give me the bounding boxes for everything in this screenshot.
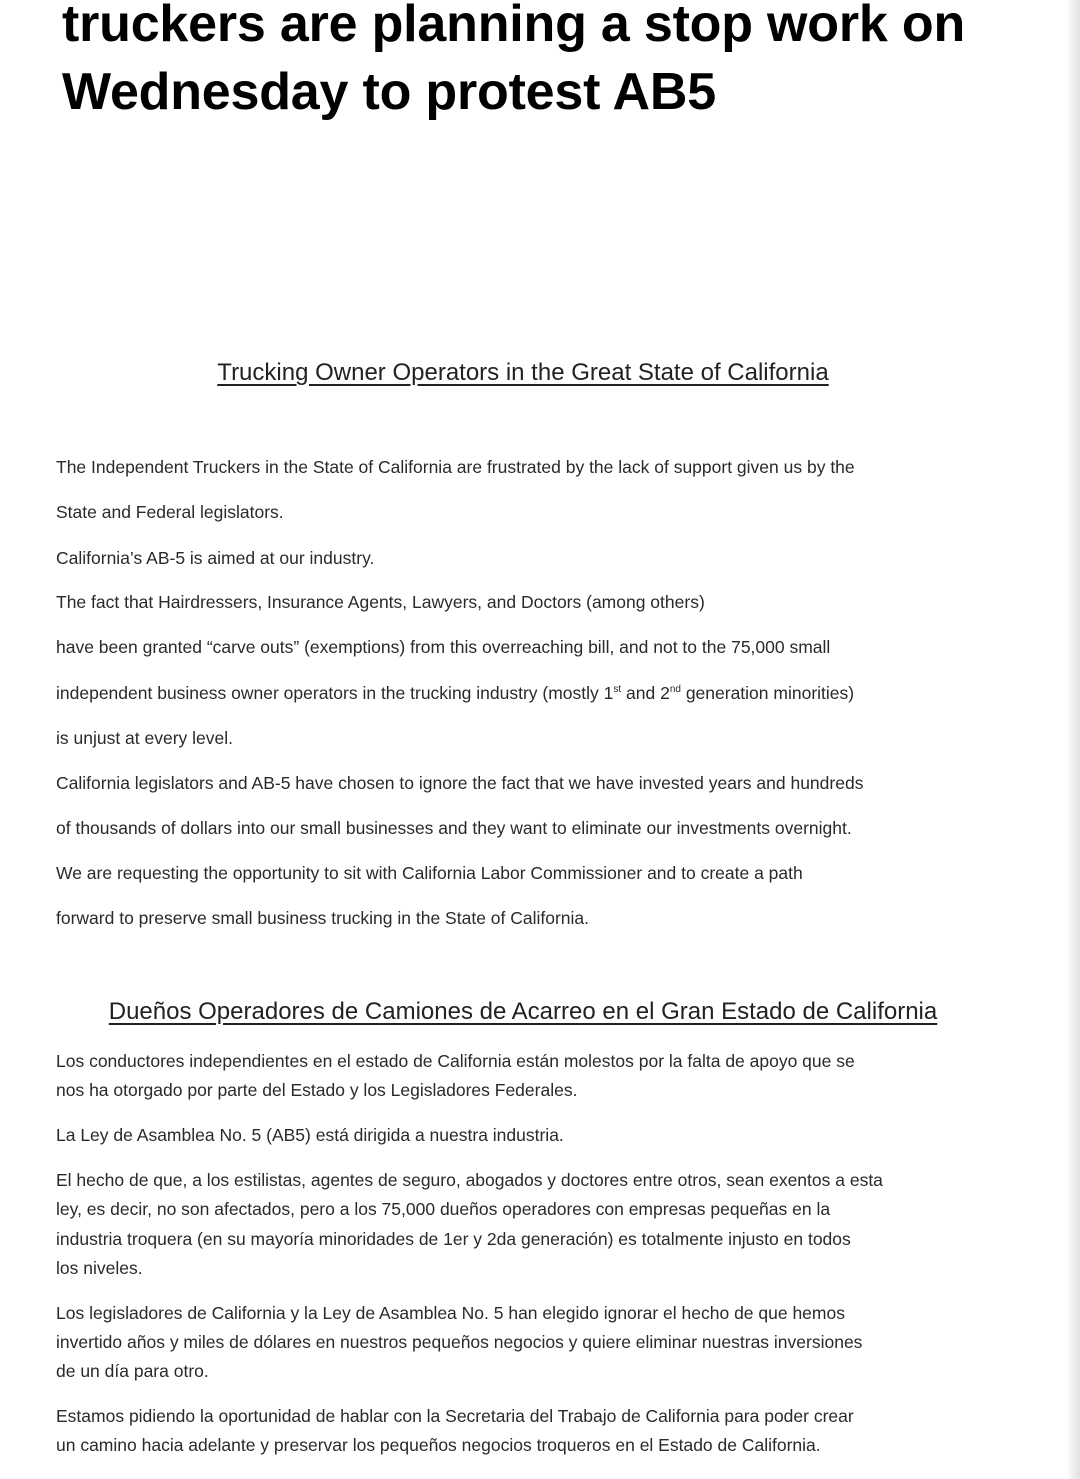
english-line: of thousands of dollars into our small businesses and they want to eliminate our investments overnight. [56, 818, 852, 838]
spanish-line: industria troquera (en su mayoría minoridades de 1er y 2da generación) es totalmente injusto en todos [56, 1229, 851, 1249]
document-heading-english: Trucking Owner Operators in the Great State of California [217, 359, 829, 386]
spanish-line: El hecho de que, a los estilistas, agentes de seguro, abogados y doctores entre otros, sean exentos a esta [56, 1170, 883, 1190]
spanish-line: ley, es decir, no son afectados, pero a los 75,000 dueños operadores con empresas pequeñas en la [56, 1199, 831, 1219]
spanish-line: Los legisladores de California y la Ley de Asamblea No. 5 han elegido ignorar el hecho de que hemos [56, 1303, 845, 1323]
spanish-line: un camino hacia adelante y preservar los pequeños negocios troqueros en el Estado de California. [56, 1435, 821, 1455]
english-line: The Independent Truckers in the State of California are frustrated by the lack of support given us by the [56, 457, 855, 477]
english-line-part: independent business owner operators in the trucking industry (mostly 1 [56, 683, 614, 703]
english-line: The fact that Hairdressers, Insurance Agents, Lawyers, and Doctors (among others) [56, 592, 705, 612]
caption-headline: truckers are planning a stop work on Wednesday to protest AB5 [62, 0, 966, 121]
spanish-line: Estamos pidiendo la oportunidad de hablar con la Secretaria del Trabajo de California para poder crear [56, 1406, 854, 1426]
english-line: We are requesting the opportunity to sit with California Labor Commissioner and to create a path [56, 863, 803, 883]
page-edge-shadow [1066, 0, 1080, 1479]
english-line: have been granted “carve outs” (exemptions) from this overreaching bill, and not to the 75,000 small [56, 637, 831, 657]
english-line: forward to preserve small business trucking in the State of California. [56, 908, 590, 928]
english-line: State and Federal legislators. [56, 502, 284, 522]
document-heading-spanish: Dueños Operadores de Camiones de Acarreo en el Gran Estado de California [108, 998, 938, 1025]
spanish-line: de un día para otro. [56, 1361, 209, 1381]
spanish-line: invertido años y miles de dólares en nuestros pequeños negocios y quiere eliminar nuestras inversiones [56, 1332, 863, 1352]
spanish-line: Los conductores independientes en el estado de California están molestos por la falta de apoyo que se [56, 1051, 855, 1071]
english-line-part: generation minorities) [680, 683, 855, 703]
english-line-generations [56, 671, 1016, 716]
english-line: California legislators and AB-5 have chosen to ignore the fact that we have invested years and hundreds [56, 773, 864, 793]
superscript-st: st [613, 684, 622, 696]
spanish-line: los niveles. [56, 1258, 143, 1278]
spanish-line: La Ley de Asamblea No. 5 (AB5) está dirigida a nuestra industria. [56, 1125, 564, 1145]
english-line: is unjust at every level. [56, 728, 234, 748]
english-line-part: and 2 [621, 683, 670, 703]
superscript-nd: nd [669, 684, 681, 696]
english-line: California’s AB-5 is aimed at our industry. [56, 548, 375, 568]
spanish-line: nos ha otorgado por parte del Estado y los Legisladores Federales. [56, 1080, 578, 1100]
